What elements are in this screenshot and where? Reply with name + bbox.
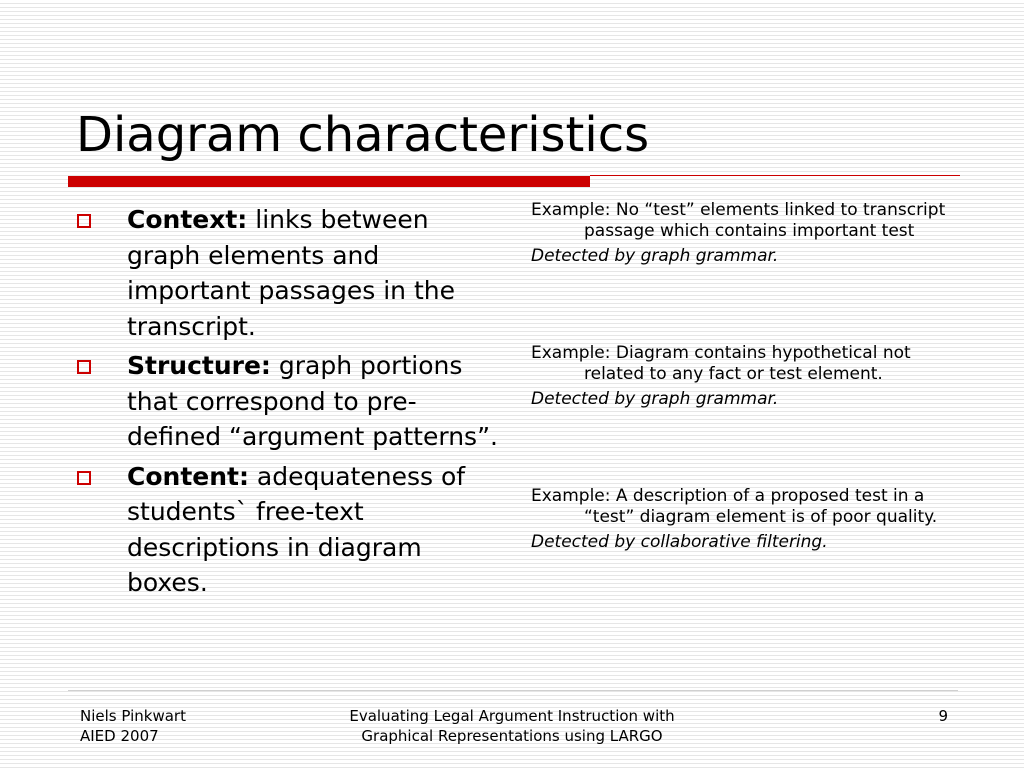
example-detection: Detected by collaborative filtering. bbox=[531, 532, 828, 552]
footer-title-block bbox=[300, 706, 724, 746]
example-text: Example: Diagram contains hypothetical not related to any fact or test element. bbox=[531, 343, 911, 384]
footer-author-block bbox=[80, 706, 186, 746]
title-underline-thick bbox=[68, 176, 590, 187]
bullet-list bbox=[76, 202, 508, 605]
square-bullet-icon bbox=[77, 214, 91, 228]
example-block-context bbox=[531, 200, 961, 267]
bullet-text: adequateness of students` free-text descriptions in diagram boxes. bbox=[127, 461, 466, 597]
example-detection: Detected by graph grammar. bbox=[531, 389, 779, 409]
slide-title: Diagram characteristics bbox=[76, 107, 650, 163]
bullet-text: links between graph elements and important passages in the transcript. bbox=[127, 205, 456, 341]
footer-divider bbox=[68, 690, 958, 691]
bullet-item-content bbox=[76, 459, 508, 601]
footer-venue: AIED 2007 bbox=[80, 727, 159, 745]
bullet-label: Context: bbox=[127, 205, 248, 234]
example-block-structure bbox=[531, 343, 961, 410]
example-text: Example: A description of a proposed test in a “test” diagram element is of poor quality. bbox=[531, 486, 938, 527]
bullet-item-structure bbox=[76, 348, 508, 455]
bullet-item-context bbox=[76, 202, 508, 344]
bullet-text: graph portions that correspond to pre-defined “argument patterns”. bbox=[127, 351, 498, 451]
example-block-content bbox=[531, 486, 961, 553]
footer-author: Niels Pinkwart bbox=[80, 707, 186, 725]
title-underline-thin bbox=[590, 175, 960, 176]
bullet-label: Structure: bbox=[127, 351, 271, 380]
footer-title-line2: Graphical Representations using LARGO bbox=[361, 727, 663, 745]
page-number: 9 bbox=[938, 707, 948, 725]
bullet-label: Content: bbox=[127, 461, 249, 491]
footer-title-line1: Evaluating Legal Argument Instruction with bbox=[349, 707, 675, 725]
example-text: Example: No “test” elements linked to transcript passage which contains important test bbox=[531, 200, 946, 241]
square-bullet-icon bbox=[77, 360, 91, 374]
square-bullet-icon bbox=[77, 471, 91, 485]
example-detection: Detected by graph grammar. bbox=[531, 246, 779, 266]
